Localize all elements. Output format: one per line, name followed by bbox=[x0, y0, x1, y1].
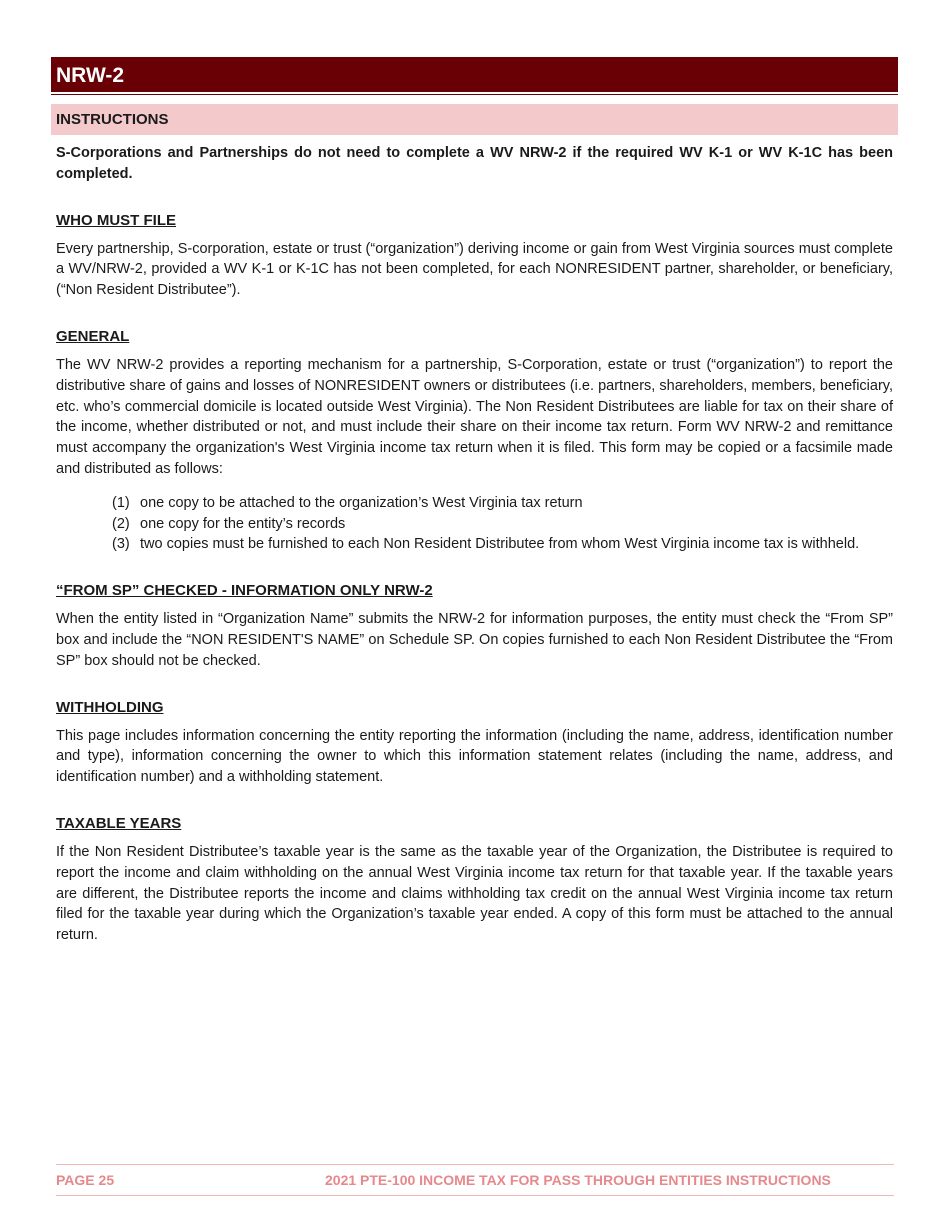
paragraph-from-sp: When the entity listed in “Organization Name” submits the NRW-2 for information purposes, the entity must check the “From SP” box and include the “NON RESIDENT'S NAME” on Schedule SP. On copies furnished to each Non Resident Distributee the “From SP” box should not be checked. bbox=[56, 611, 893, 669]
heading-withholding: WITHHOLDING bbox=[56, 698, 164, 716]
page-footer bbox=[56, 1164, 894, 1196]
intro-note: S-Corporations and Partnerships do not need to complete a WV NRW-2 if the required WV K-1 or WV K-1C has been completed. bbox=[56, 145, 893, 182]
page-title: NRW-2 bbox=[51, 57, 898, 94]
paragraph-who-must-file: Every partnership, S-corporation, estate or trust (“organization”) deriving income or gain from West Virginia sources must complete a WV/NRW-2, provided a WV K-1 or K-1C has not been completed, for each NONRESIDENT partner, shareholder, or beneficiary, (“Non Resident Distributee”). bbox=[56, 240, 893, 299]
list-item bbox=[112, 514, 893, 535]
paragraph-withholding: This page includes information concerning the entity reporting the information (including the name, address, identification number and type), information concerning the owner to which this information statement relates (including the name, address, and identification number) and a withholding statement. bbox=[56, 727, 893, 786]
list-item-text: one copy to be attached to the organization’s West Virginia tax return bbox=[140, 494, 583, 511]
heading-general: GENERAL bbox=[56, 327, 130, 345]
list-item-number: (1) bbox=[112, 494, 130, 511]
list-item-number: (3) bbox=[112, 536, 130, 553]
heading-from-sp: “FROM SP” CHECKED - INFORMATION ONLY NRW-2 bbox=[56, 582, 433, 600]
distribution-list bbox=[56, 493, 893, 555]
list-item-number: (2) bbox=[112, 515, 130, 532]
paragraph-taxable-years: If the Non Resident Distributee’s taxable year is the same as the taxable year of the Organization, the Distributee is required to report the income and claim withholding on the annual West Virginia income tax return for that taxable year. If the taxable years are different, the Distributee reports the income and claims withholding tax credit on the annual West Virginia income tax return filed for the taxable year during which the Organization’s taxable year ended. A copy of this form must be attached to the annual return. bbox=[56, 843, 893, 944]
list-item bbox=[112, 534, 893, 555]
list-item bbox=[112, 493, 893, 514]
list-item-text: two copies must be furnished to each Non Resident Distributee from whom West Virginia income tax is withheld. bbox=[140, 536, 860, 553]
list-item-text: one copy for the entity’s records bbox=[140, 515, 346, 532]
heading-who-must-file: WHO MUST FILE bbox=[56, 211, 176, 229]
page-number: PAGE 25 bbox=[56, 1172, 115, 1188]
document-title: 2021 PTE-100 INCOME TAX FOR PASS THROUGH ENTITIES INSTRUCTIONS bbox=[325, 1172, 831, 1188]
instructions-body bbox=[56, 143, 893, 946]
paragraph-general: The WV NRW-2 provides a reporting mechanism for a partnership, S-Corporation, estate or trust (“organization”) to report the distributive share of gains and losses of NONRESIDENT owners or distributees (i.e. partners, shareholders, members, beneficiary, etc. who’s commercial domicile is located outside West Virginia). The Non Resident Distributees are liable for tax on their share of the income, whether distributed or not, and must include their share on their income tax return. Form WV NRW-2 and remittance must accompany the organization's West Virginia income tax return when it is filed. This form may be copied or a facsimile made and distributed as follows: bbox=[56, 356, 893, 477]
section-heading-instructions: INSTRUCTIONS bbox=[51, 104, 898, 135]
heading-taxable-years: TAXABLE YEARS bbox=[56, 814, 182, 832]
